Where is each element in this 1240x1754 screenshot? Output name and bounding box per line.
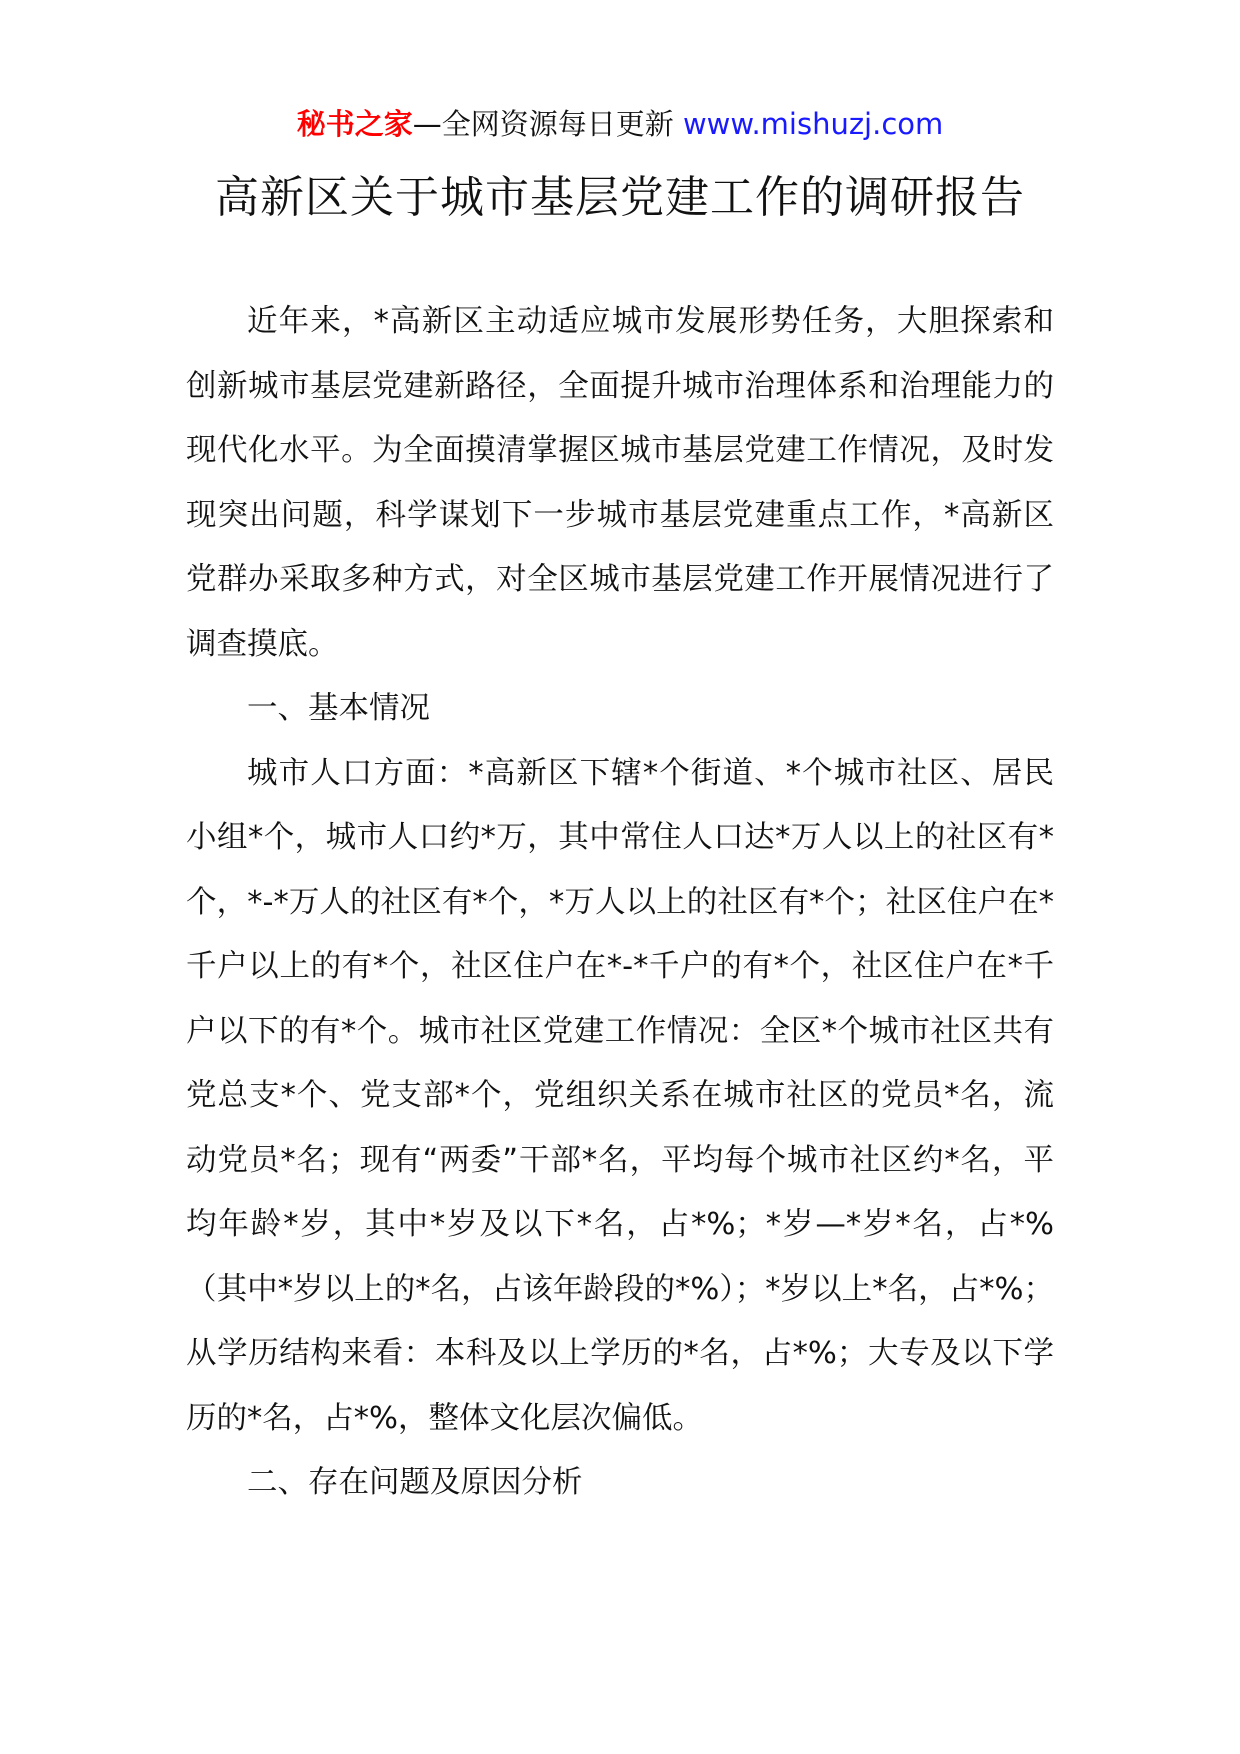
brand-name: 秘书之家 — [296, 107, 413, 141]
header-tagline: —全网资源每日更新 — [412, 107, 674, 141]
site-header — [0, 104, 1240, 144]
section-heading-basic-situation: 一、基本情况 — [247, 691, 430, 726]
document-body — [186, 290, 1054, 1516]
intro-paragraph: 近年来，*高新区主动适应城市发展形势任务，大胆探索和创新城市基层党建新路径，全面提升城市治理体系和治理能力的现代化水平。为全面摸清掌握区城市基层党建工作情况，及时发现突出问题，科学谋划下一步城市基层党建重点工作，*高新区党群办采取多种方式，对全区城市基层党建工作开展情况进行了调查摸底。 — [186, 304, 1054, 662]
basic-situation-paragraph: 城市人口方面：*高新区下辖*个街道、*个城市社区、居民小组*个，城市人口约*万，其中常住人口达*万人以上的社区有*个，*-*万人的社区有*个，*万人以上的社区有*个；社区住户在*千户以上的有*个，社区住户在*-*千户的有*个，社区住户在*千户以下的有*个。城市社区党建工作情况：全区*个城市社区共有党总支*个、党支部*个，党组织关系在城市社区的党员*名，流动党员*名；现有“两委”干部*名，平均每个城市社区约*名，平均年龄*岁，其中*岁及以下*名，占*%；*岁—*岁*名，占*%（其中*岁以上的*名，占该年龄段的*%）；*岁以上*名，占*%；从学历结构来看：本科及以上学历的*名，占*%；大专及以下学历的*名，占*%，整体文化层次偏低。 — [186, 755, 1054, 1436]
section-heading-problems: 二、存在问题及原因分析 — [247, 1465, 583, 1500]
document-title: 高新区关于城市基层党建工作的调研报告 — [215, 172, 1025, 223]
site-url-link[interactable]: www.mishuzj.com — [682, 107, 944, 141]
